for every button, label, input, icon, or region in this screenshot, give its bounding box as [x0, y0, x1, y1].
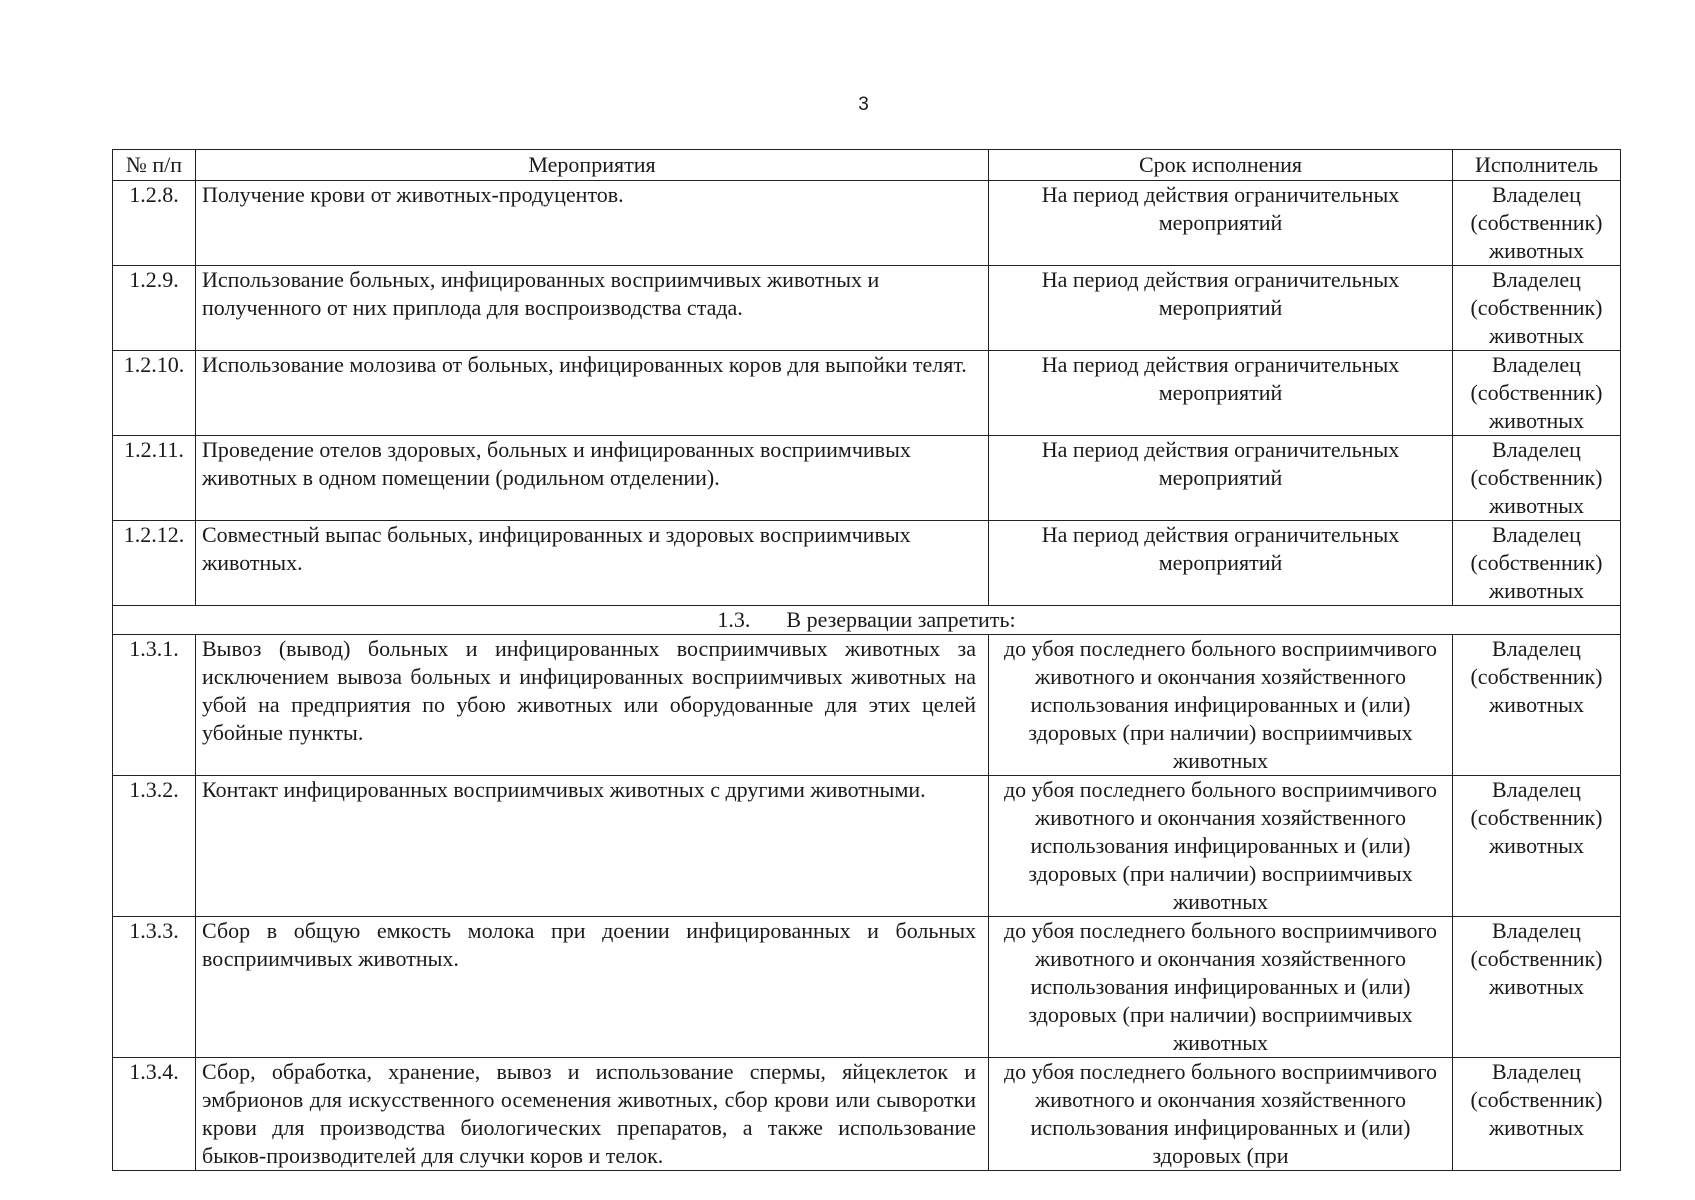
row-term: На период действия ограничительных мероприятий	[989, 436, 1453, 521]
row-number: 1.3.1.	[113, 635, 196, 776]
section-heading-row	[113, 606, 1621, 635]
table-row	[113, 521, 1621, 606]
row-number: 1.2.11.	[113, 436, 196, 521]
row-action: Контакт инфицированных восприимчивых животных с другими животными.	[196, 776, 989, 917]
table-row	[113, 776, 1621, 917]
table-row	[113, 351, 1621, 436]
row-number: 1.3.3.	[113, 917, 196, 1058]
table-row	[113, 635, 1621, 776]
row-number: 1.2.8.	[113, 181, 196, 266]
row-term: На период действия ограничительных мероприятий	[989, 266, 1453, 351]
row-term: На период действия ограничительных мероприятий	[989, 521, 1453, 606]
row-executor: Владелец (собственник) животных	[1453, 776, 1621, 917]
table-header-row	[113, 150, 1621, 181]
section-title: В резервации запретить:	[786, 607, 1016, 632]
measures-table	[112, 149, 1621, 1171]
row-term: до убоя последнего больного восприимчивого животного и окончания хозяйственного использования инфицированных и (или) здоровых (при наличии) восприимчивых животных	[989, 917, 1453, 1058]
row-term: до убоя последнего больного восприимчивого животного и окончания хозяйственного использования инфицированных и (или) здоровых (при наличии) восприимчивых животных	[989, 635, 1453, 776]
table-row	[113, 1058, 1621, 1171]
row-executor: Владелец (собственник) животных	[1453, 266, 1621, 351]
row-action: Совместный выпас больных, инфицированных и здоровых восприимчивых животных.	[196, 521, 989, 606]
row-number: 1.2.12.	[113, 521, 196, 606]
row-executor: Владелец (собственник) животных	[1453, 1058, 1621, 1171]
row-number: 1.3.4.	[113, 1058, 196, 1171]
section-number: 1.3.	[717, 607, 751, 632]
row-action: Сбор, обработка, хранение, вывоз и использование спермы, яйцеклеток и эмбрионов для искусственного осеменения животных, сбор крови или сыворотки крови для производства биологических препаратов, а также использование быков-производителей для случки коров и телок.	[196, 1058, 989, 1171]
row-action: Вывоз (вывод) больных и инфицированных восприимчивых животных за исключением вывоза больных и инфицированных восприимчивых животных на убой на предприятия по убою животных или оборудованные для этих целей убойные пункты.	[196, 635, 989, 776]
row-action: Использование больных, инфицированных восприимчивых животных и полученного от них приплода для воспроизводства стада.	[196, 266, 989, 351]
header-executor: Исполнитель	[1453, 150, 1621, 181]
header-action: Мероприятия	[196, 150, 989, 181]
row-action: Проведение отелов здоровых, больных и инфицированных восприимчивых животных в одном помещении (родильном отделении).	[196, 436, 989, 521]
row-executor: Владелец (собственник) животных	[1453, 351, 1621, 436]
row-action: Сбор в общую емкость молока при доении инфицированных и больных восприимчивых животных.	[196, 917, 989, 1058]
table-row	[113, 917, 1621, 1058]
row-executor: Владелец (собственник) животных	[1453, 917, 1621, 1058]
row-term: до убоя последнего больного восприимчивого животного и окончания хозяйственного использования инфицированных и (или) здоровых (при	[989, 1058, 1453, 1171]
row-executor: Владелец (собственник) животных	[1453, 181, 1621, 266]
row-term: На период действия ограничительных мероприятий	[989, 351, 1453, 436]
row-number: 1.2.10.	[113, 351, 196, 436]
row-executor: Владелец (собственник) животных	[1453, 635, 1621, 776]
row-term: На период действия ограничительных мероприятий	[989, 181, 1453, 266]
row-number: 1.2.9.	[113, 266, 196, 351]
page-number: 3	[858, 94, 869, 115]
header-num: № п/п	[113, 150, 196, 181]
row-term: до убоя последнего больного восприимчивого животного и окончания хозяйственного использования инфицированных и (или) здоровых (при наличии) восприимчивых животных	[989, 776, 1453, 917]
table-row	[113, 181, 1621, 266]
header-term: Срок исполнения	[989, 150, 1453, 181]
row-action: Использование молозива от больных, инфицированных коров для выпойки телят.	[196, 351, 989, 436]
row-action: Получение крови от животных-продуцентов.	[196, 181, 989, 266]
row-number: 1.3.2.	[113, 776, 196, 917]
section-heading	[113, 606, 1621, 635]
table-row	[113, 436, 1621, 521]
table-row	[113, 266, 1621, 351]
row-executor: Владелец (собственник) животных	[1453, 521, 1621, 606]
row-executor: Владелец (собственник) животных	[1453, 436, 1621, 521]
